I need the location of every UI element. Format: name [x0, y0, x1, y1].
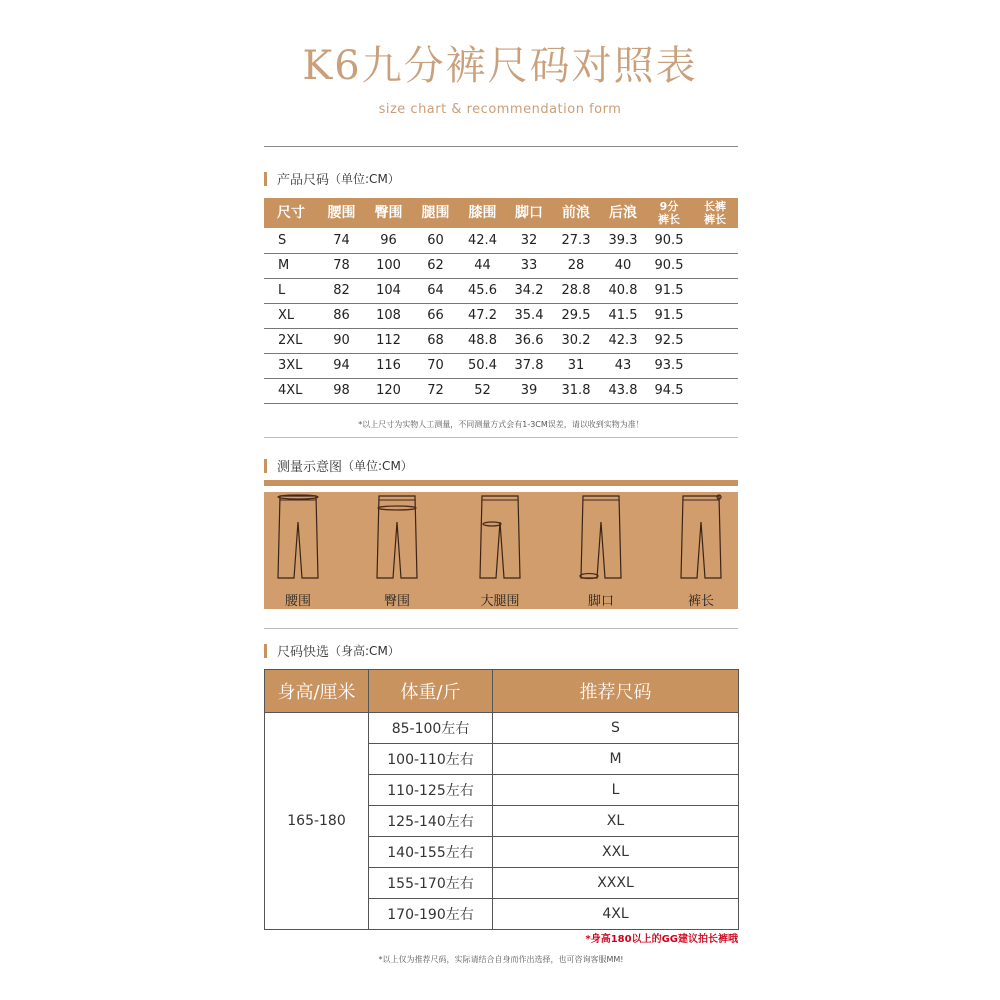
- size-cell: 43.8: [600, 378, 646, 403]
- diagram-band: [264, 480, 738, 486]
- size-col-header: 后浪: [600, 198, 646, 228]
- size-cell: 64: [412, 278, 459, 303]
- size-cell: 104: [365, 278, 412, 303]
- weight-cell: 110-125左右: [369, 775, 493, 806]
- pants-hem-icon: [566, 492, 636, 584]
- table-row: [264, 353, 738, 378]
- heading-bar: [264, 459, 267, 473]
- size-cell: [692, 278, 738, 303]
- table-row: [264, 228, 738, 253]
- size-col-header: 尺寸: [264, 198, 318, 228]
- size-cell: 66: [412, 303, 459, 328]
- pants-length-icon: [666, 492, 736, 584]
- rec-table-header: [265, 670, 739, 713]
- size-cell: 31.8: [552, 378, 600, 403]
- size-cell: 86: [318, 303, 365, 328]
- size-table: [264, 198, 738, 404]
- rec-heading-unit: （身高:CM）: [329, 644, 400, 658]
- size-section-heading: [264, 169, 400, 188]
- page-subtitle: size chart & recommendation form: [378, 102, 622, 117]
- size-cell: 90.5: [646, 228, 692, 253]
- size-cell: 27.3: [552, 228, 600, 253]
- size-label: XL: [264, 303, 318, 328]
- size-cell: 28.8: [552, 278, 600, 303]
- size-cell: 60: [412, 228, 459, 253]
- diagram-heading-unit: （单位:CM）: [342, 459, 413, 473]
- heading-bar: [264, 644, 267, 658]
- size-col-header: 长裤 裤长: [692, 198, 738, 228]
- divider: [264, 437, 738, 438]
- rec-section-heading: [264, 641, 400, 660]
- size-cell: [692, 328, 738, 353]
- size-cell: 30.2: [552, 328, 600, 353]
- diagram-label: 脚口: [587, 594, 614, 609]
- size-cell: 42.3: [600, 328, 646, 353]
- size-cell: [692, 378, 738, 403]
- table-row: [264, 253, 738, 278]
- size-cell: 82: [318, 278, 365, 303]
- size-label: M: [264, 253, 318, 278]
- size-cell: 91.5: [646, 278, 692, 303]
- table-row: [265, 713, 739, 744]
- page-title: K6九分裤尺码对照表: [302, 43, 698, 89]
- recommendation-table: [264, 669, 739, 930]
- recommended-size-cell: XL: [493, 806, 739, 837]
- size-cell: 72: [412, 378, 459, 403]
- size-cell: 31: [552, 353, 600, 378]
- size-heading-unit: （单位:CM）: [329, 172, 400, 186]
- rec-col-weight: 体重/斤: [369, 670, 493, 713]
- size-cell: 28: [552, 253, 600, 278]
- size-cell: 32: [506, 228, 552, 253]
- rec-col-size: 推荐尺码: [493, 670, 739, 713]
- size-cell: [692, 228, 738, 253]
- measurement-diagram: [264, 492, 738, 609]
- size-cell: 112: [365, 328, 412, 353]
- size-cell: [692, 253, 738, 278]
- size-cell: 108: [365, 303, 412, 328]
- heading-bar: [264, 172, 267, 186]
- recommended-size-cell: M: [493, 744, 739, 775]
- size-cell: 120: [365, 378, 412, 403]
- recommended-size-cell: XXXL: [493, 868, 739, 899]
- size-cell: 91.5: [646, 303, 692, 328]
- size-cell: 92.5: [646, 328, 692, 353]
- size-col-header: 脚口: [506, 198, 552, 228]
- size-cell: 36.6: [506, 328, 552, 353]
- size-cell: 78: [318, 253, 365, 278]
- size-cell: 48.8: [459, 328, 506, 353]
- diagram-label: 大腿围: [480, 594, 520, 609]
- size-cell: 96: [365, 228, 412, 253]
- size-cell: 90: [318, 328, 365, 353]
- size-cell: 40.8: [600, 278, 646, 303]
- size-col-header: 前浪: [552, 198, 600, 228]
- table-row: [264, 328, 738, 353]
- size-heading-text: 产品尺码: [277, 173, 330, 188]
- size-label: 4XL: [264, 378, 318, 403]
- weight-cell: 155-170左右: [369, 868, 493, 899]
- size-cell: 45.6: [459, 278, 506, 303]
- size-cell: 41.5: [600, 303, 646, 328]
- table-row: [264, 278, 738, 303]
- size-cell: 34.2: [506, 278, 552, 303]
- recommended-size-cell: XXL: [493, 837, 739, 868]
- size-cell: 39.3: [600, 228, 646, 253]
- size-table-header: [264, 198, 738, 228]
- divider: [264, 628, 738, 629]
- size-cell: 42.4: [459, 228, 506, 253]
- diagram-label: 腰围: [284, 594, 311, 609]
- weight-cell: 170-190左右: [369, 899, 493, 930]
- weight-cell: 125-140左右: [369, 806, 493, 837]
- size-col-header: 膝围: [459, 198, 506, 228]
- pants-hip-icon: [362, 492, 432, 584]
- recommended-size-cell: 4XL: [493, 899, 739, 930]
- diagram-heading-text: 测量示意图: [277, 460, 343, 475]
- weight-cell: 100-110左右: [369, 744, 493, 775]
- diagram-section-heading: [264, 456, 413, 475]
- size-cell: 37.8: [506, 353, 552, 378]
- size-col-header: 腰围: [318, 198, 365, 228]
- size-cell: 116: [365, 353, 412, 378]
- table-row: [264, 303, 738, 328]
- size-cell: 33: [506, 253, 552, 278]
- weight-cell: 85-100左右: [369, 713, 493, 744]
- size-label: 2XL: [264, 328, 318, 353]
- size-cell: 70: [412, 353, 459, 378]
- size-cell: 90.5: [646, 253, 692, 278]
- rec-col-height: 身高/厘米: [265, 670, 369, 713]
- size-note: *以上尺寸为实物人工测量，不同测量方式会有1-3CM误差，请以收到实物为准！: [358, 420, 644, 429]
- recommended-size-cell: L: [493, 775, 739, 806]
- size-cell: 44: [459, 253, 506, 278]
- size-cell: 52: [459, 378, 506, 403]
- pants-thigh-icon: [465, 492, 535, 584]
- diagram-label: 裤长: [687, 594, 714, 609]
- table-row: [264, 378, 738, 403]
- diagram-label: 臀围: [383, 594, 410, 609]
- size-cell: 43: [600, 353, 646, 378]
- size-cell: 93.5: [646, 353, 692, 378]
- size-cell: 29.5: [552, 303, 600, 328]
- size-cell: [692, 353, 738, 378]
- size-cell: 74: [318, 228, 365, 253]
- size-cell: [692, 303, 738, 328]
- divider: [264, 146, 738, 147]
- height-range-cell: 165-180: [265, 713, 369, 930]
- size-col-header: 腿围: [412, 198, 459, 228]
- size-cell: 39: [506, 378, 552, 403]
- size-cell: 68: [412, 328, 459, 353]
- size-cell: 94: [318, 353, 365, 378]
- recommended-size-cell: S: [493, 713, 739, 744]
- size-col-header: 9分 裤长: [646, 198, 692, 228]
- size-cell: 98: [318, 378, 365, 403]
- size-label: S: [264, 228, 318, 253]
- pants-waist-icon: [263, 492, 333, 584]
- size-cell: 100: [365, 253, 412, 278]
- size-label: 3XL: [264, 353, 318, 378]
- size-cell: 35.4: [506, 303, 552, 328]
- size-cell: 47.2: [459, 303, 506, 328]
- size-cell: 50.4: [459, 353, 506, 378]
- weight-cell: 140-155左右: [369, 837, 493, 868]
- long-pants-note: *身高180以上的GG建议拍长裤哦: [585, 934, 738, 945]
- size-cell: 40: [600, 253, 646, 278]
- rec-note: *以上仅为推荐尺码，实际请结合自身而作出选择，也可咨询客服MM!: [378, 955, 624, 964]
- rec-heading-text: 尺码快选: [277, 645, 330, 660]
- size-cell: 94.5: [646, 378, 692, 403]
- size-label: L: [264, 278, 318, 303]
- size-cell: 62: [412, 253, 459, 278]
- size-col-header: 臀围: [365, 198, 412, 228]
